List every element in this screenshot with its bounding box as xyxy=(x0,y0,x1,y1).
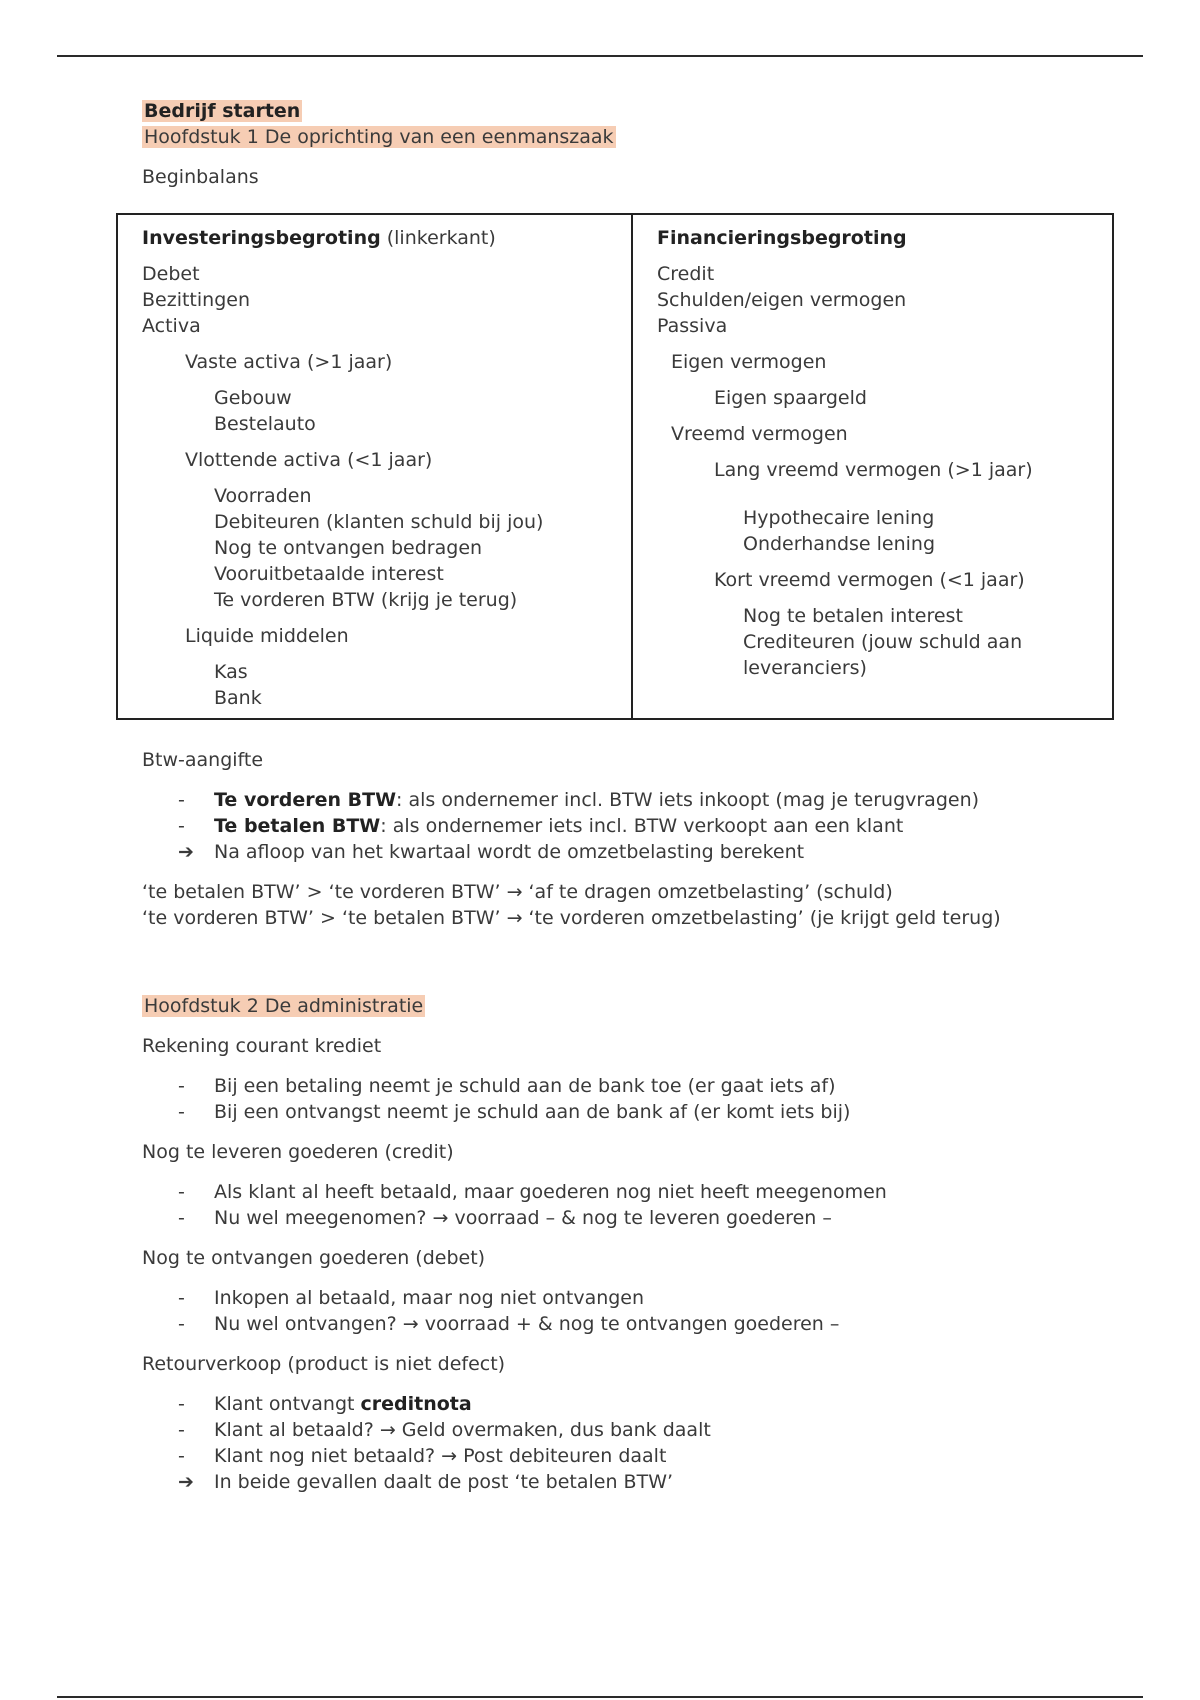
list-item: Bestelauto xyxy=(214,413,316,435)
liquide-middelen-label: Liquide middelen xyxy=(185,625,349,647)
btw-section xyxy=(142,747,1142,1495)
bottom-rule xyxy=(57,1696,1143,1698)
right-line: Credit xyxy=(657,263,715,285)
section-heading: Rekening courant krediet xyxy=(142,1035,382,1057)
dash-marker: - xyxy=(178,1181,185,1203)
list-item-text: Na afloop van het kwartaal wordt de omzetbelasting berekent xyxy=(214,841,805,863)
right-heading: Financieringsbegroting xyxy=(657,227,907,249)
list-item: Crediteuren (jouw schuld aan xyxy=(743,631,1023,653)
list-item-bold: Te vorderen BTW xyxy=(214,789,397,811)
right-line: Passiva xyxy=(657,315,728,337)
list-item xyxy=(142,1073,1142,1099)
kort-vreemd-label: Kort vreemd vermogen (<1 jaar) xyxy=(714,569,1025,591)
list-item xyxy=(142,1205,1142,1231)
btw-title: Btw-aangifte xyxy=(142,749,264,771)
list-item: leveranciers) xyxy=(743,657,867,679)
investeringsbegroting-column xyxy=(142,225,543,711)
list-item: Nog te ontvangen bedragen xyxy=(214,537,483,559)
chapter-2-heading: Hoofdstuk 2 De administratie xyxy=(144,995,424,1017)
chapter-1-heading: Hoofdstuk 1 De oprichting van een eenmanszaak xyxy=(144,126,614,148)
list-item: Nog te betalen interest xyxy=(743,605,963,627)
list-item-bold: creditnota xyxy=(360,1393,472,1415)
list-item: Onderhandse lening xyxy=(743,533,936,555)
list-item-text: Klant ontvangt xyxy=(214,1393,361,1415)
list-item: Te vorderen BTW (krijg je terug) xyxy=(214,589,518,611)
list-item xyxy=(142,1391,1142,1417)
list-item-text: Bij een betaling neemt je schuld aan de bank toe (er gaat iets af) xyxy=(214,1075,836,1097)
dash-marker: - xyxy=(178,1393,185,1415)
list-item xyxy=(142,813,1142,839)
eigen-vermogen-label: Eigen vermogen xyxy=(671,351,827,373)
section-list xyxy=(142,1285,1142,1337)
list-item: Debiteuren (klanten schuld bij jou) xyxy=(214,511,544,533)
list-item-text: Bij een ontvangst neemt je schuld aan de bank af (er komt iets bij) xyxy=(214,1101,851,1123)
beginbalans-label: Beginbalans xyxy=(142,166,259,188)
list-item: Eigen spaargeld xyxy=(714,387,867,409)
list-item xyxy=(142,1443,1142,1469)
left-line: Bezittingen xyxy=(142,289,250,311)
vlottende-activa-label: Vlottende activa (<1 jaar) xyxy=(185,449,433,471)
list-item-text: Klant nog niet betaald? → Post debiteuren daalt xyxy=(214,1445,667,1467)
dash-marker: - xyxy=(178,1419,185,1441)
vaste-activa-label: Vaste activa (>1 jaar) xyxy=(185,351,393,373)
section-list xyxy=(142,1391,1142,1495)
dash-marker: - xyxy=(178,1207,185,1229)
list-item-bold: Te betalen BTW xyxy=(214,815,381,837)
list-item: Hypothecaire lening xyxy=(743,507,935,529)
right-line: Schulden/eigen vermogen xyxy=(657,289,907,311)
list-item-text: Klant al betaald? → Geld overmaken, dus bank daalt xyxy=(214,1419,711,1441)
arrow-right-icon: ➔ xyxy=(178,841,194,863)
lang-vreemd-label: Lang vreemd vermogen (>1 jaar) xyxy=(714,459,1033,481)
left-heading: Investeringsbegroting xyxy=(142,227,381,249)
list-item-text: Nu wel ontvangen? → voorraad + & nog te ontvangen goederen – xyxy=(214,1313,840,1335)
table-divider xyxy=(631,215,633,718)
beginbalans-table xyxy=(116,213,1114,720)
btw-rule-line: ‘te vorderen BTW’ > ‘te betalen BTW’ → ‘te vorderen omzetbelasting’ (je krijgt geld terug) xyxy=(142,907,1001,929)
list-item xyxy=(142,1179,1142,1205)
section-heading: Nog te ontvangen goederen (debet) xyxy=(142,1247,486,1269)
list-item: Bank xyxy=(214,687,262,709)
top-rule xyxy=(57,55,1143,57)
arrow-right-icon: ➔ xyxy=(178,1471,194,1493)
list-item xyxy=(142,787,1142,813)
btw-rule-line: ‘te betalen BTW’ > ‘te vorderen BTW’ → ‘af te dragen omzetbelasting’ (schuld) xyxy=(142,881,893,903)
left-heading-note: (linkerkant) xyxy=(380,227,496,249)
list-item: Voorraden xyxy=(214,485,312,507)
document-title: Bedrijf starten xyxy=(144,100,301,122)
section-list xyxy=(142,1179,1142,1231)
section-list xyxy=(142,1073,1142,1125)
dash-marker: - xyxy=(178,1445,185,1467)
section-heading: Retourverkoop (product is niet defect) xyxy=(142,1353,506,1375)
list-item xyxy=(142,1417,1142,1443)
list-item-text: Inkopen al betaald, maar nog niet ontvangen xyxy=(214,1287,645,1309)
dash-marker: - xyxy=(178,1075,185,1097)
dash-marker: - xyxy=(178,1101,185,1123)
list-item-text: Nu wel meegenomen? → voorraad – & nog te leveren goederen – xyxy=(214,1207,832,1229)
financieringsbegroting-column xyxy=(657,225,1033,681)
list-item: Vooruitbetaalde interest xyxy=(214,563,444,585)
dash-marker: - xyxy=(178,1287,185,1309)
dash-marker: - xyxy=(178,789,185,811)
left-line: Activa xyxy=(142,315,201,337)
section-heading: Nog te leveren goederen (credit) xyxy=(142,1141,454,1163)
btw-list xyxy=(142,787,1142,865)
list-item xyxy=(142,839,1142,865)
dash-marker: - xyxy=(178,1313,185,1335)
list-item xyxy=(142,1311,1142,1337)
document-header xyxy=(142,98,1142,190)
vreemd-vermogen-label: Vreemd vermogen xyxy=(671,423,848,445)
list-item-text: : als ondernemer incl. BTW iets inkoopt (mag je terugvragen) xyxy=(396,789,980,811)
list-item: Kas xyxy=(214,661,248,683)
left-line: Debet xyxy=(142,263,200,285)
list-item-text: Als klant al heeft betaald, maar goederen nog niet heeft meegenomen xyxy=(214,1181,887,1203)
list-item-text: : als ondernemer iets incl. BTW verkoopt aan een klant xyxy=(380,815,904,837)
list-item xyxy=(142,1469,1142,1495)
list-item-text: In beide gevallen daalt de post ‘te betalen BTW’ xyxy=(214,1471,674,1493)
list-item: Gebouw xyxy=(214,387,292,409)
list-item xyxy=(142,1099,1142,1125)
dash-marker: - xyxy=(178,815,185,837)
list-item xyxy=(142,1285,1142,1311)
